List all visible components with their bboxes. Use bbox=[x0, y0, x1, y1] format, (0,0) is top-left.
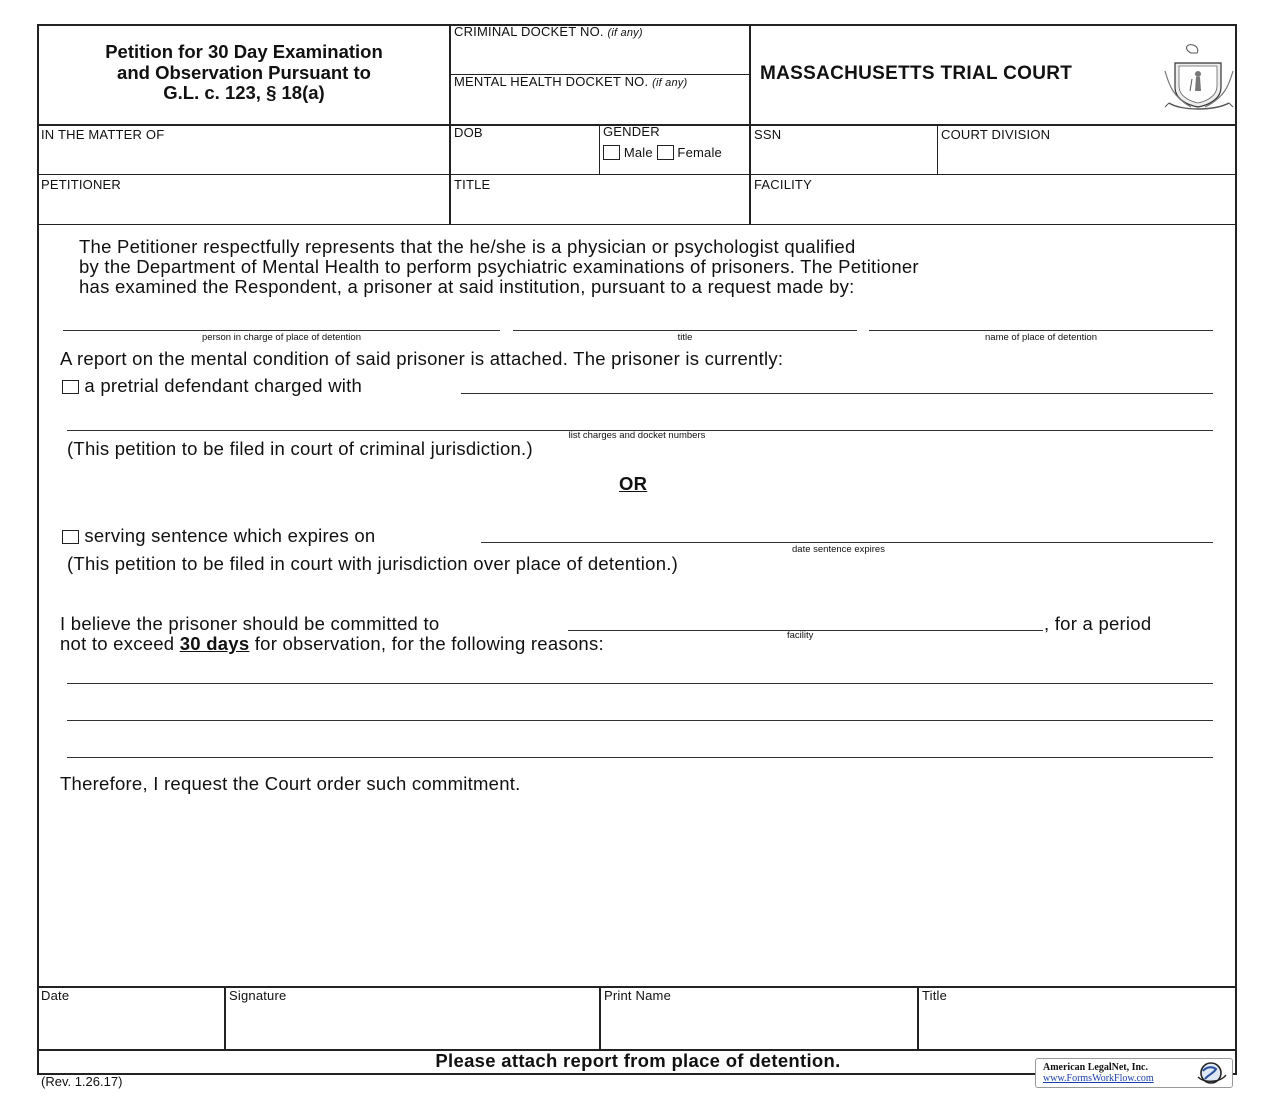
place-caption: name of place of detention bbox=[985, 332, 1097, 343]
form-frame bbox=[37, 24, 1237, 1075]
facility-label: FACILITY bbox=[754, 177, 812, 192]
therefore-text: Therefore, I request the Court order such commitment. bbox=[60, 773, 521, 794]
mh-docket-label: MENTAL HEALTH DOCKET NO. bbox=[454, 74, 649, 89]
divider bbox=[599, 987, 601, 1050]
sentence-option bbox=[62, 526, 375, 546]
criminal-docket-field[interactable] bbox=[454, 24, 643, 39]
form-title bbox=[40, 42, 448, 104]
exceed-post: for observation, for the following reasons: bbox=[254, 633, 604, 654]
place-of-detention-line[interactable] bbox=[869, 330, 1213, 331]
ssn-label: SSN bbox=[754, 127, 782, 142]
signature-title-field[interactable]: Title bbox=[922, 988, 948, 1003]
court-name: MASSACHUSETTS TRIAL COURT bbox=[760, 63, 1073, 84]
divider bbox=[599, 125, 600, 175]
or-separator: OR bbox=[619, 473, 648, 494]
divider bbox=[937, 125, 938, 175]
sentence-checkbox[interactable] bbox=[62, 530, 79, 544]
signature-field[interactable]: Signature bbox=[229, 988, 287, 1003]
pretrial-label: a pretrial defendant charged with bbox=[84, 375, 363, 396]
believe-text: I believe the prisoner should be committed to bbox=[60, 613, 440, 634]
intro-line-2: by the Department of Mental Health to perform psychiatric examinations of prisoners. The Petitioner bbox=[79, 256, 919, 277]
mh-docket-field[interactable] bbox=[454, 74, 687, 89]
title-caption: title bbox=[677, 332, 693, 343]
person-in-charge-caption: person in charge of place of detention bbox=[202, 332, 361, 343]
dob-label: DOB bbox=[454, 125, 483, 140]
reason-line-3[interactable] bbox=[67, 757, 1213, 758]
intro-line-3: has examined the Respondent, a prisoner at said institution, pursuant to a request made by: bbox=[79, 276, 855, 297]
male-label: Male bbox=[623, 145, 653, 160]
reason-line-2[interactable] bbox=[67, 720, 1213, 721]
vendor-badge[interactable] bbox=[1035, 1058, 1233, 1088]
divider bbox=[917, 987, 919, 1050]
gender-options bbox=[603, 145, 722, 160]
court-division-label: COURT DIVISION bbox=[941, 127, 1051, 142]
globe-icon bbox=[1194, 1061, 1228, 1085]
title-line-3: G.L. c. 123, § 18(a) bbox=[163, 82, 325, 103]
vendor-url[interactable]: www.FormsWorkFlow.com bbox=[1043, 1073, 1154, 1084]
title-line-2: and Observation Pursuant to bbox=[117, 61, 371, 83]
revision-label: (Rev. 1.26.17) bbox=[41, 1074, 123, 1089]
title-line-1: Petition for 30 Day Examination bbox=[105, 41, 383, 62]
divider bbox=[224, 987, 226, 1050]
charges-caption: list charges and docket numbers bbox=[568, 430, 706, 441]
exceed-pre: not to exceed bbox=[60, 633, 175, 654]
person-in-charge-line[interactable] bbox=[63, 330, 500, 331]
facility-caption: facility bbox=[787, 630, 814, 641]
sentence-label: serving sentence which expires on bbox=[84, 525, 376, 546]
divider bbox=[37, 174, 1237, 175]
gender-label: GENDER bbox=[603, 124, 660, 139]
report-line: A report on the mental condition of said prisoner is attached. The prisoner is currently: bbox=[60, 348, 784, 369]
request-title-line[interactable] bbox=[513, 330, 857, 331]
charges-line-1[interactable] bbox=[461, 393, 1213, 394]
print-name-field[interactable]: Print Name bbox=[604, 988, 672, 1003]
pretrial-option bbox=[62, 376, 362, 396]
mh-docket-note: (if any) bbox=[652, 77, 688, 89]
exceed-line bbox=[60, 634, 604, 654]
criminal-docket-label: CRIMINAL DOCKET NO. bbox=[454, 24, 604, 39]
matter-label: IN THE MATTER OF bbox=[41, 127, 165, 142]
attach-note: Please attach report from place of detention. bbox=[435, 1050, 841, 1071]
state-seal-icon bbox=[1161, 41, 1237, 111]
vendor-name: American LegalNet, Inc. bbox=[1043, 1062, 1148, 1073]
criminal-docket-note: (if any) bbox=[607, 27, 643, 39]
exceed-days: 30 days bbox=[179, 633, 250, 654]
divider bbox=[37, 224, 1237, 225]
intro-line-1: The Petitioner respectfully represents that the he/she is a physician or psychologist qualified bbox=[79, 236, 856, 257]
sentence-caption: date sentence expires bbox=[792, 544, 885, 555]
detention-jurisdiction-note: (This petition to be filed in court with jurisdiction over place of detention.) bbox=[67, 553, 679, 574]
sentence-date-line[interactable] bbox=[481, 542, 1213, 543]
criminal-jurisdiction-note: (This petition to be filed in court of criminal jurisdiction.) bbox=[67, 438, 533, 459]
date-field[interactable]: Date bbox=[41, 988, 70, 1003]
period-text: , for a period bbox=[1044, 613, 1152, 634]
male-checkbox[interactable] bbox=[603, 145, 620, 160]
title-label: TITLE bbox=[454, 177, 491, 192]
female-label: Female bbox=[677, 145, 722, 160]
female-checkbox[interactable] bbox=[657, 145, 674, 160]
reason-line-1[interactable] bbox=[67, 683, 1213, 684]
petitioner-label: PETITIONER bbox=[41, 177, 122, 192]
pretrial-checkbox[interactable] bbox=[62, 380, 79, 394]
